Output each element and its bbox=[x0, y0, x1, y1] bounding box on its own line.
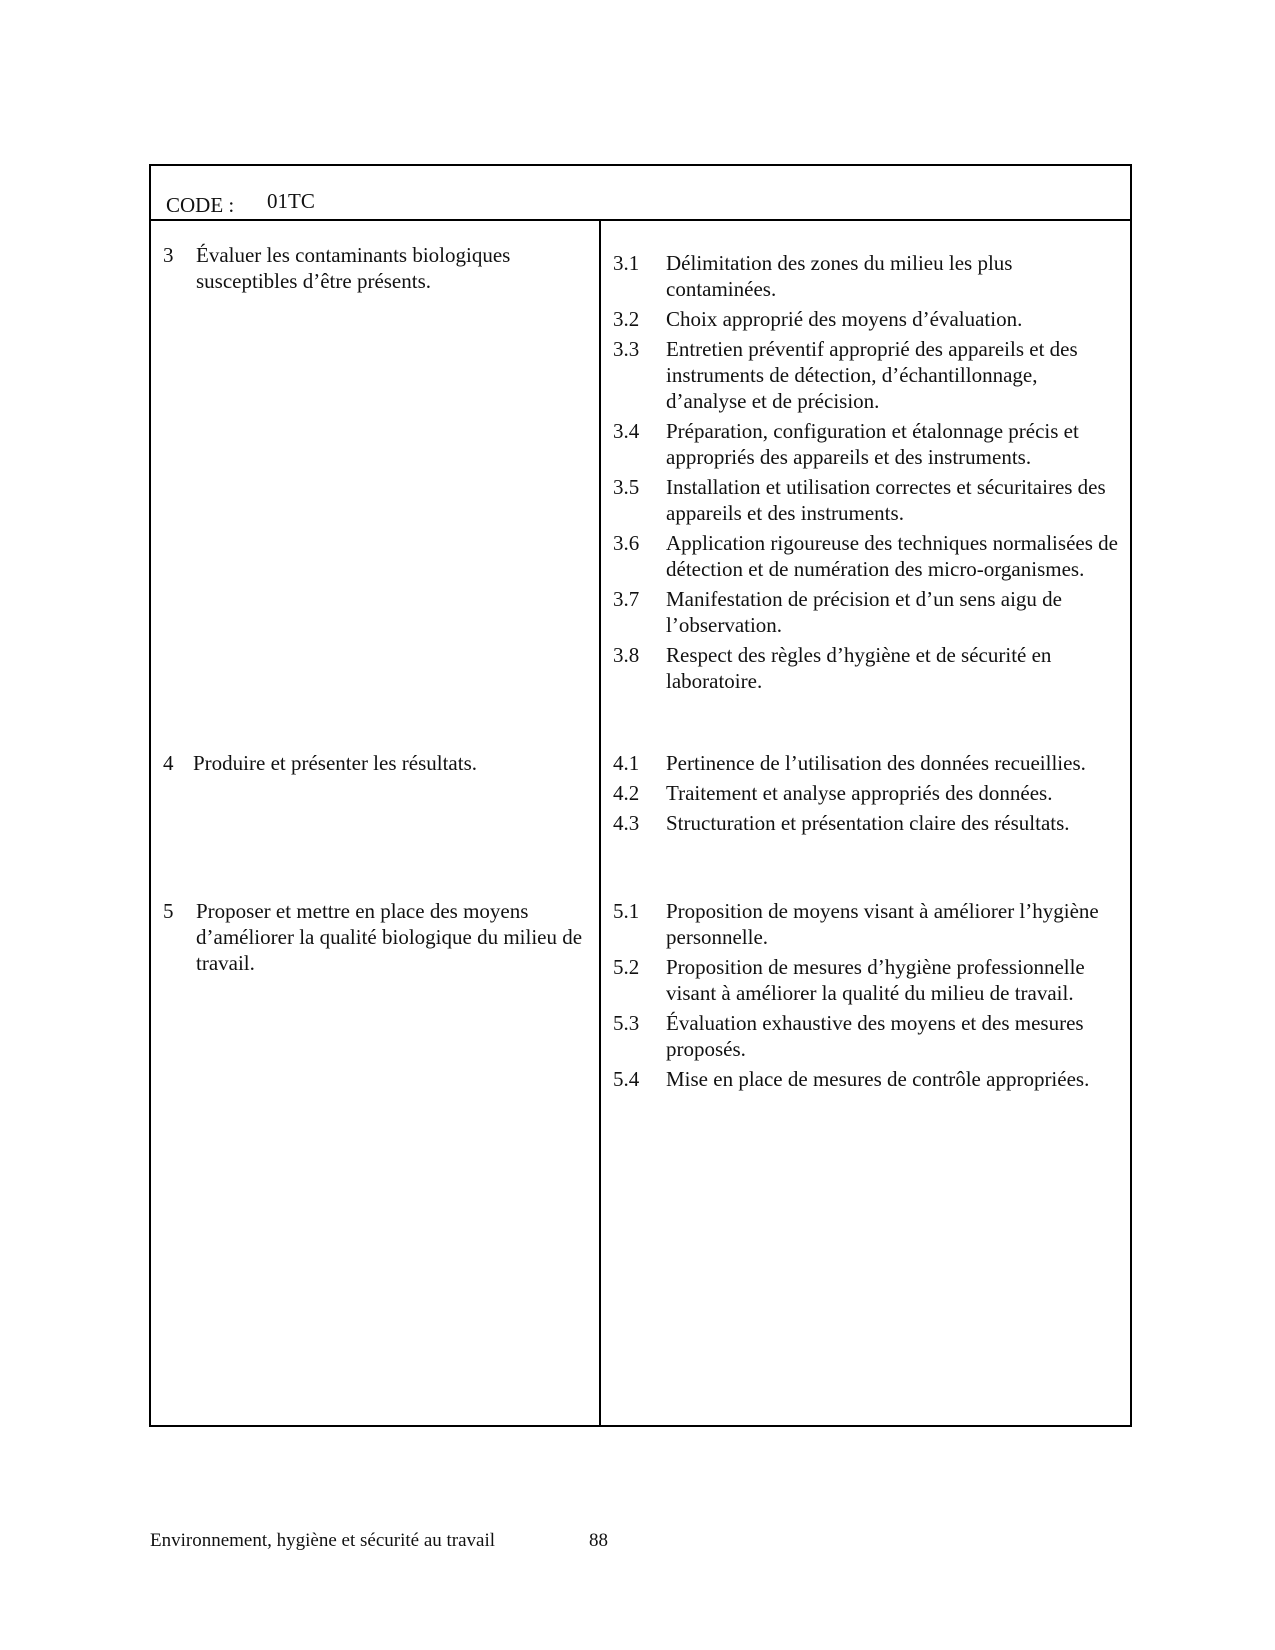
criterion-text: Évaluation exhaustive des moyens et des mesures proposés. bbox=[666, 1011, 1084, 1061]
criterion-number: 4.1 bbox=[613, 751, 640, 775]
competency-table bbox=[149, 164, 1132, 1427]
competency-number: 3 bbox=[163, 243, 174, 267]
criterion-item bbox=[613, 474, 1123, 526]
criterion-text: Manifestation de précision et d’un sens aigu de l’observation. bbox=[666, 587, 1062, 637]
criterion-text: Traitement et analyse appropriés des données. bbox=[666, 781, 1053, 805]
criterion-text: Délimitation des zones du milieu les plus contaminées. bbox=[666, 251, 1013, 301]
criteria-list-5 bbox=[613, 898, 1123, 1096]
page-number: 88 bbox=[589, 1530, 608, 1551]
criterion-item bbox=[613, 898, 1123, 950]
criterion-number: 4.2 bbox=[613, 781, 640, 805]
criterion-number: 4.3 bbox=[613, 811, 640, 835]
criterion-text: Application rigoureuse des techniques normalisées de détection et de numération des micro-organismes. bbox=[666, 531, 1118, 581]
competency-number: 5 bbox=[163, 899, 174, 923]
criterion-text: Pertinence de l’utilisation des données recueillies. bbox=[666, 751, 1086, 775]
criterion-item bbox=[613, 780, 1123, 806]
code-label: CODE : bbox=[166, 193, 235, 217]
criterion-text: Préparation, configuration et étalonnage précis et appropriés des appareils et des instruments. bbox=[666, 419, 1079, 469]
criterion-number: 3.1 bbox=[613, 251, 640, 275]
criterion-number: 3.3 bbox=[613, 337, 640, 361]
criterion-number: 5.1 bbox=[613, 899, 640, 923]
criterion-item bbox=[613, 530, 1123, 582]
competency-text: Évaluer les contaminants biologiques susceptibles d’être présents. bbox=[196, 243, 511, 293]
criterion-item bbox=[613, 250, 1123, 302]
criterion-text: Installation et utilisation correctes et sécuritaires des appareils et des instruments. bbox=[666, 475, 1106, 525]
criterion-text: Choix approprié des moyens d’évaluation. bbox=[666, 307, 1023, 331]
criterion-item bbox=[613, 1066, 1123, 1092]
criterion-item bbox=[613, 418, 1123, 470]
criterion-item bbox=[613, 954, 1123, 1006]
footer-title: Environnement, hygiène et sécurité au travail bbox=[150, 1530, 496, 1551]
criterion-number: 3.8 bbox=[613, 643, 640, 667]
criterion-text: Proposition de mesures d’hygiène professionnelle visant à améliorer la qualité du milieu de travail. bbox=[666, 955, 1085, 1005]
competency-number: 4 bbox=[163, 751, 174, 775]
criterion-text: Entretien préventif approprié des appareils et des instruments de détection, d’échantillonnage, d’analyse et de précision. bbox=[666, 337, 1078, 413]
criterion-item bbox=[613, 586, 1123, 638]
criterion-number: 3.7 bbox=[613, 587, 640, 611]
criterion-item bbox=[613, 642, 1123, 694]
column-divider bbox=[599, 219, 601, 1425]
criterion-number: 5.4 bbox=[613, 1067, 640, 1091]
code-row bbox=[151, 166, 1130, 221]
criteria-list-4 bbox=[613, 750, 1123, 840]
criteria-list-3 bbox=[613, 250, 1123, 698]
criterion-text: Structuration et présentation claire des résultats. bbox=[666, 811, 1070, 835]
criterion-text: Mise en place de mesures de contrôle appropriées. bbox=[666, 1067, 1090, 1091]
criterion-item bbox=[613, 306, 1123, 332]
competency-text: Proposer et mettre en place des moyens d’améliorer la qualité biologique du milieu de travail. bbox=[196, 899, 583, 975]
criterion-number: 5.3 bbox=[613, 1011, 640, 1035]
criterion-item bbox=[613, 810, 1123, 836]
criterion-number: 3.5 bbox=[613, 475, 640, 499]
criterion-number: 3.6 bbox=[613, 531, 640, 555]
criterion-text: Respect des règles d’hygiène et de sécurité en laboratoire. bbox=[666, 643, 1052, 693]
criterion-item bbox=[613, 750, 1123, 776]
criterion-number: 5.2 bbox=[613, 955, 640, 979]
criterion-item bbox=[613, 336, 1123, 414]
code-value: 01TC bbox=[267, 189, 315, 213]
criterion-number: 3.2 bbox=[613, 307, 640, 331]
competency-text: Produire et présenter les résultats. bbox=[193, 751, 477, 775]
criterion-text: Proposition de moyens visant à améliorer l’hygiène personnelle. bbox=[666, 899, 1099, 949]
criterion-item bbox=[613, 1010, 1123, 1062]
criterion-number: 3.4 bbox=[613, 419, 640, 443]
